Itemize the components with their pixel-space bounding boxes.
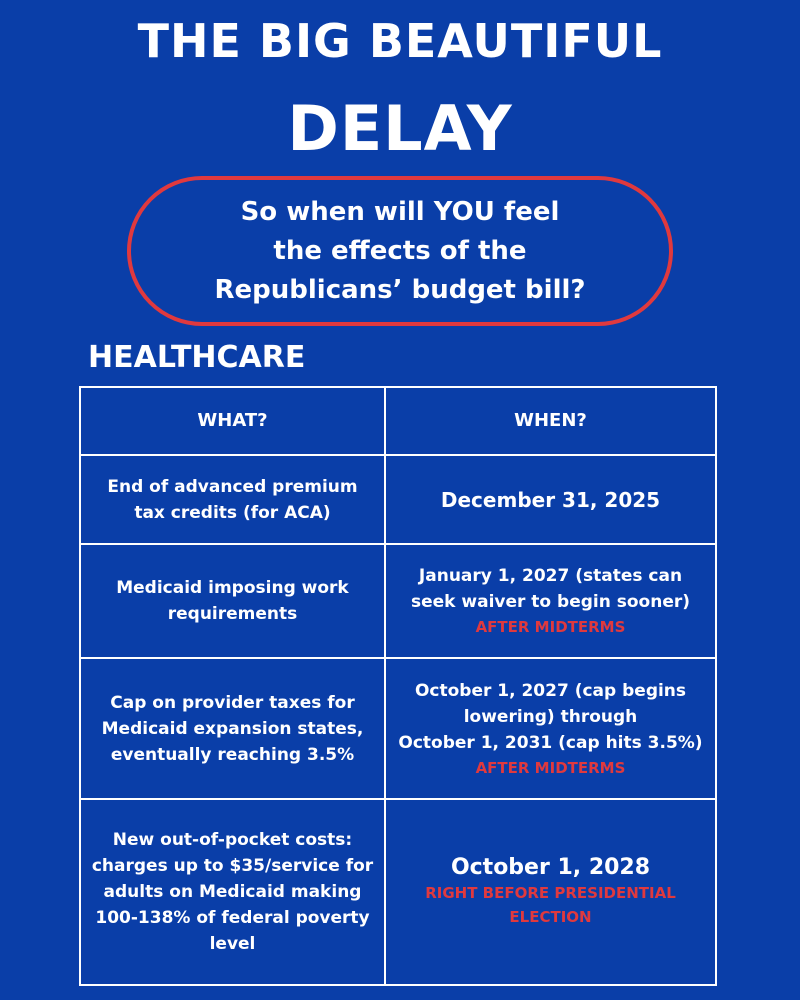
when-line: seek waiver to begin sooner) <box>410 592 691 612</box>
table-row <box>80 544 716 658</box>
when-line: lowering) through <box>463 706 638 727</box>
when-line: October 1, 2027 (cap begins <box>414 680 687 701</box>
title-line-2: DELAY <box>287 92 513 165</box>
cell-what: Cap on provider taxes for Medicaid expansion states, eventually reaching 3.5% <box>80 658 385 799</box>
table-row <box>80 455 716 544</box>
timeline-table <box>79 386 717 986</box>
question-line-3: Republicans’ budget bill? <box>214 274 586 305</box>
header-what: WHAT? <box>80 387 385 455</box>
when-line: October 1, 2028 <box>450 855 651 880</box>
when-note: RIGHT BEFORE PRESIDENTIAL ELECTION <box>425 884 676 926</box>
when-line: December 31, 2025 <box>440 487 661 512</box>
table-row <box>80 658 716 799</box>
table-header-row <box>80 387 716 455</box>
cell-when <box>385 658 716 799</box>
header-when: WHEN? <box>385 387 716 455</box>
when-note: AFTER MIDTERMS <box>475 758 626 777</box>
when-line: January 1, 2027 (states can <box>418 566 683 586</box>
cell-when <box>385 544 716 658</box>
cell-when <box>385 799 716 985</box>
question-line-1: So when will YOU feel <box>240 196 560 227</box>
title-line-1: THE BIG BEAUTIFUL <box>137 14 663 68</box>
when-line: October 1, 2031 (cap hits 3.5%) <box>398 732 703 753</box>
question-line-2: the effects of the <box>273 235 527 266</box>
table-row <box>80 799 716 985</box>
cell-when <box>385 455 716 544</box>
section-label: HEALTHCARE <box>88 340 306 375</box>
question-text <box>215 193 586 310</box>
when-note: AFTER MIDTERMS <box>475 618 626 636</box>
question-callout <box>127 176 673 326</box>
cell-what: New out-of-pocket costs: charges up to $35/service for adults on Medicaid making 100-138% of federal poverty level <box>80 799 385 985</box>
cell-what: Medicaid imposing work requirements <box>80 544 385 658</box>
cell-what: End of advanced premium tax credits (for ACA) <box>80 455 385 544</box>
